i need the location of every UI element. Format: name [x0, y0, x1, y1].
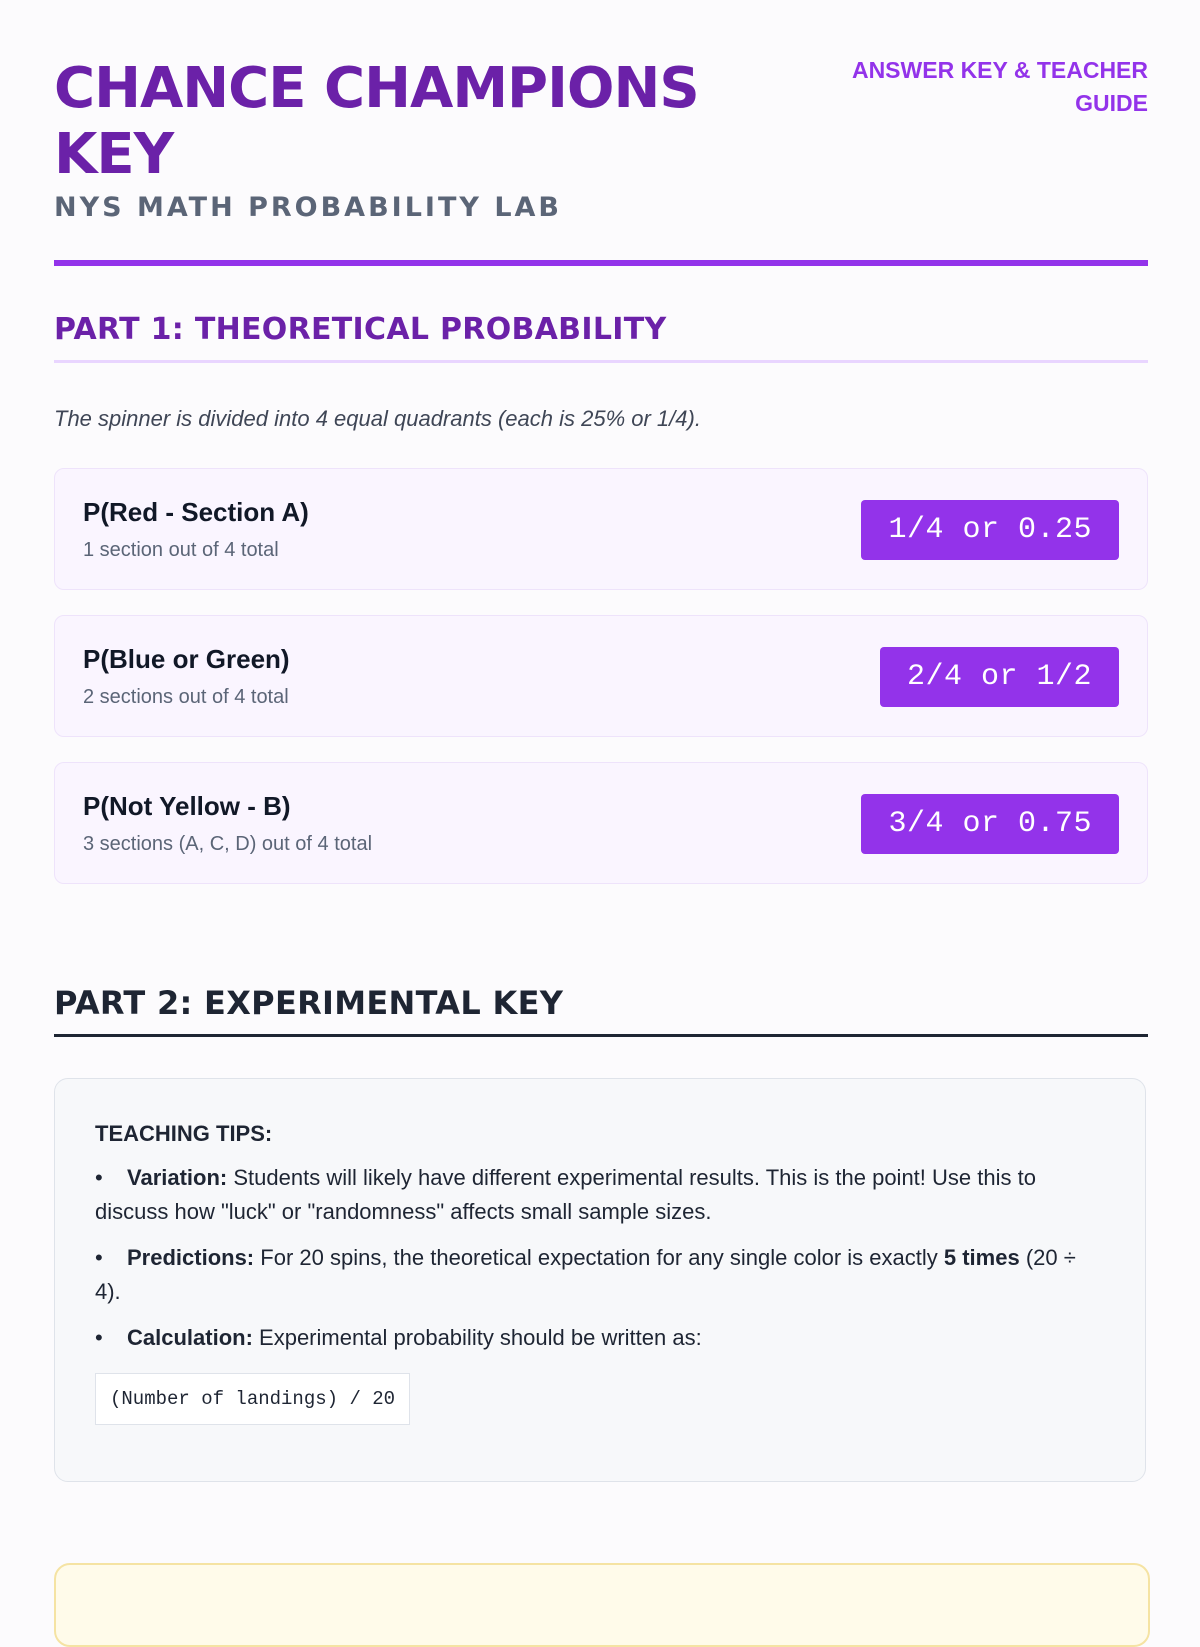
teaching-tips-box: [54, 1078, 1146, 1482]
header-divider: [54, 260, 1148, 266]
tip-calculation: [95, 1321, 1105, 1355]
probability-detail: 1 section out of 4 total: [83, 539, 279, 561]
probability-label: P(Blue or Green): [83, 644, 290, 674]
answer-key-page: [54, 0, 1148, 1410]
tip-text: Students will likely have different experimental results. This is the point! Use this to discuss how "luck" or "randomness" affects small sample sizes.: [95, 1165, 1036, 1224]
page-subtitle: NYS MATH PROBABILITY LAB: [54, 192, 563, 223]
tip-text: For 20 spins, the theoretical expectation for any single color is exactly: [260, 1245, 938, 1270]
probability-detail: 3 sections (A, C, D) out of 4 total: [83, 833, 373, 855]
tip-predictions: [95, 1241, 1105, 1309]
bullet-icon: •: [95, 1165, 103, 1190]
page-title: CHANCE CHAMPIONS KEY: [54, 56, 699, 187]
document-type-label: ANSWER KEY & TEACHER GUIDE: [851, 57, 1148, 116]
part2-divider: [54, 1034, 1148, 1037]
bullet-icon: •: [95, 1245, 103, 1270]
tip-emphasis: 5 times: [943, 1245, 1020, 1270]
tip-variation: [95, 1161, 1105, 1229]
bullet-icon: •: [95, 1325, 103, 1350]
answer-badge: 1/4 or 0.25: [861, 500, 1119, 560]
part1-intro: The spinner is divided into 4 equal quadrants (each is 25% or 1/4).: [54, 406, 701, 431]
part1-heading: PART 1: THEORETICAL PROBABILITY: [54, 312, 667, 347]
probability-detail: 2 sections out of 4 total: [83, 686, 289, 708]
answer-badge: 3/4 or 0.75: [861, 794, 1119, 854]
probability-label: P(Red - Section A): [83, 497, 309, 527]
note-box: [54, 1563, 1150, 1647]
answer-badge: 2/4 or 1/2: [880, 647, 1119, 707]
tips-heading: TEACHING TIPS:: [95, 1121, 273, 1146]
part2-heading: PART 2: EXPERIMENTAL KEY: [54, 984, 564, 1022]
tip-term: Variation:: [127, 1165, 228, 1190]
probability-card-red: [54, 468, 1148, 590]
probability-card-blue-green: [54, 615, 1148, 737]
part1-divider: [54, 360, 1148, 363]
tip-term: Predictions:: [127, 1245, 255, 1270]
page-header: [54, 0, 1148, 266]
tip-text-after: (20 ÷ 4).: [95, 1245, 1076, 1304]
probability-card-not-yellow: [54, 762, 1148, 884]
tip-term: Calculation:: [127, 1325, 253, 1350]
formula-box: (Number of landings) / 20: [95, 1373, 410, 1425]
tip-text: Experimental probability should be written as:: [259, 1325, 702, 1350]
probability-label: P(Not Yellow - B): [83, 791, 291, 821]
